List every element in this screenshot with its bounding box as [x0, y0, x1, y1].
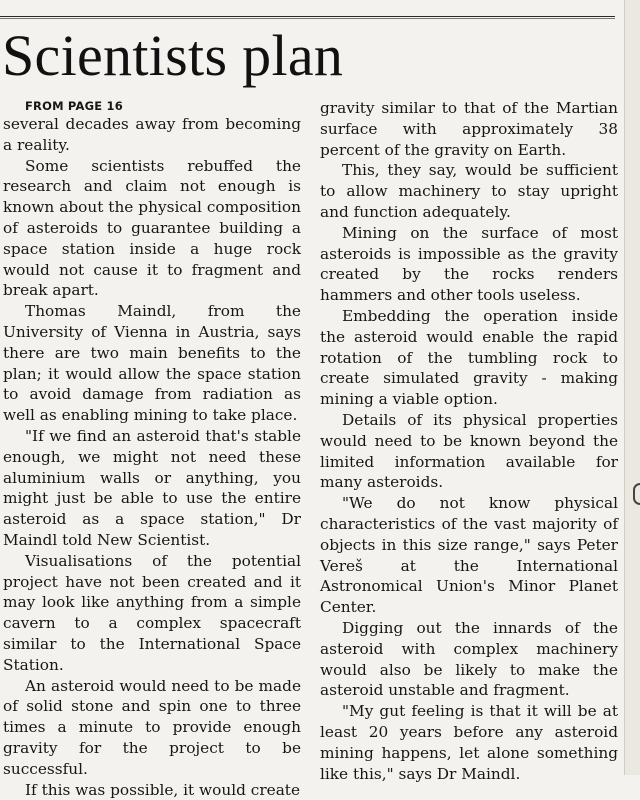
paragraph: Visualisations of the potential project have not been created and it may look like anything from a simple cavern to a complex spacecraft similar to the International Space Station.	[3, 551, 301, 676]
headline: Scientists plan	[2, 17, 343, 95]
paragraph: This, they say, would be sufficient to allow machinery to stay upright and function adequately.	[320, 160, 618, 222]
paragraph: Digging out the innards of the asteroid with complex machinery would also be likely to make the asteroid unstable and fragment.	[320, 618, 618, 701]
paragraph: gravity similar to that of the Martian surface with approximately 38 percent of the gravity on Earth.	[320, 98, 618, 160]
paragraph: An asteroid would need to be made of solid stone and spin one to three times a minute to provide enough gravity for the project to be successful.	[3, 676, 301, 780]
continuation-kicker: FROM PAGE 16	[3, 98, 301, 114]
gutter-bracket	[633, 483, 640, 505]
paragraph: "We do not know physical characteristics of the vast majority of objects in this size range," says Peter Vereš at the International Astronomical Union's Minor Planet Center.	[320, 493, 618, 618]
paragraph: "If we find an asteroid that's stable enough, we might not need these aluminium walls or anything, you might just be able to use the entire asteroid as a space station," Dr Maindl told New Scientist.	[3, 426, 301, 551]
paragraph: Details of its physical properties would need to be known beyond the limited information available for many asteroids.	[320, 410, 618, 493]
article-column-right	[320, 98, 618, 784]
paragraph: "My gut feeling is that it will be at least 20 years before any asteroid mining happens, let alone something like this," says Dr Maindl.	[320, 701, 618, 784]
paragraph: Thomas Maindl, from the University of Vienna in Austria, says there are two main benefits to the plan; it would allow the space station to avoid damage from radiation as well as enabling mining to take place.	[3, 301, 301, 426]
paragraph: If this was possible, it would create	[3, 780, 301, 800]
paragraph: Mining on the surface of most asteroids is impossible as the gravity created by the rocks renders hammers and other tools useless.	[320, 223, 618, 306]
paragraph: Embedding the operation inside the asteroid would enable the rapid rotation of the tumbling rock to create simulated gravity - making mining a viable option.	[320, 306, 618, 410]
page-gutter	[624, 0, 640, 775]
article-column-left	[3, 98, 301, 800]
paragraph: several decades away from becoming a reality.	[3, 114, 301, 156]
paragraph: Some scientists rebuffed the research and claim not enough is known about the physical composition of asteroids to guarantee building a space station inside a huge rock would not cause it to fragment and break apart.	[3, 156, 301, 302]
